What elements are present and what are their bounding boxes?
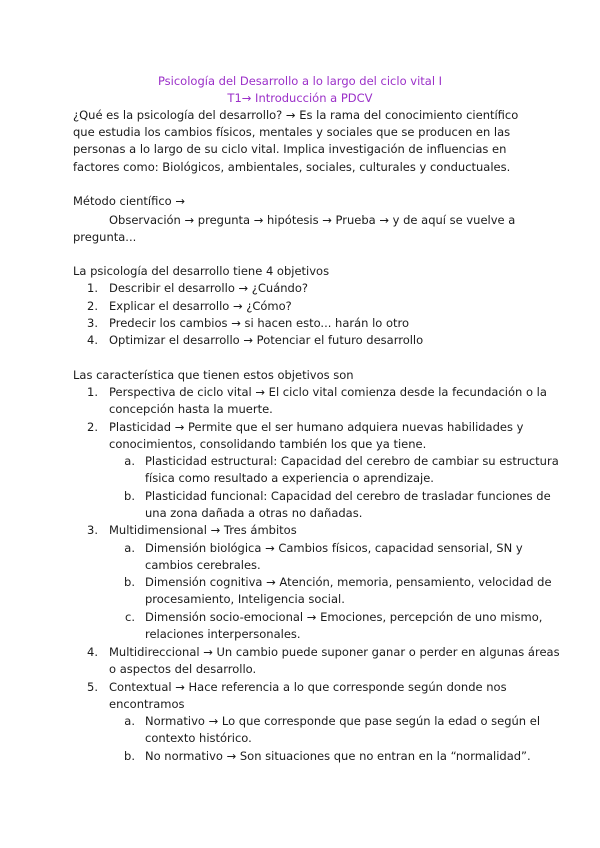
list-item: Perspectiva de ciclo vital → El ciclo vital comienza desde la fecundación o la bbox=[109, 385, 547, 399]
caracteristicas-heading: Las característica que tienen estos objetivos son bbox=[73, 368, 354, 382]
list-item: Multidimensional → Tres ámbitos bbox=[109, 523, 297, 537]
metodo-line-1: Observación → pregunta → hipótesis → Prueba → y de aquí se vuelve a bbox=[109, 213, 516, 227]
sublist-item: No normativo → Son situaciones que no entran en la “normalidad”. bbox=[145, 749, 531, 763]
document-title: Psicología del Desarrollo a lo largo del ciclo vital I bbox=[157, 74, 443, 88]
list-number: 2. bbox=[87, 299, 98, 313]
document-subtitle: T1→ Introducción a PDCV bbox=[227, 91, 373, 105]
intro-paragraph: ¿Qué es la psicología del desarrollo? → Es la rama del conocimiento científico que estudia los cambios físicos, mentales y sociales que se producen en las personas a lo largo de su ciclo vital. Implica investigación de influencias en factores como: Biológicos, ambientales, sociales, culturales y conductuales. bbox=[73, 108, 519, 174]
list-item: Plasticidad → Permite que el ser humano adquiera nuevas habilidades y bbox=[109, 420, 524, 434]
list-item-continuation: concepción hasta la muerte. bbox=[109, 402, 273, 416]
list-item: Optimizar el desarrollo → Potenciar el futuro desarrollo bbox=[109, 333, 424, 347]
sublist-item-continuation: una zona dañada a otras no dañadas. bbox=[145, 506, 363, 520]
sublist-item: Dimensión biológica → Cambios físicos, capacidad sensorial, SN y bbox=[145, 541, 523, 555]
sublist-item-continuation: procesamiento, Inteligencia social. bbox=[145, 592, 345, 606]
list-number: 4. bbox=[87, 333, 98, 347]
sublist-item-continuation: relaciones interpersonales. bbox=[145, 627, 301, 641]
sublist-letter: a. bbox=[124, 541, 135, 555]
sublist-item-continuation: física como resultado a experiencia o aprendizaje. bbox=[145, 471, 434, 485]
list-item: Contextual → Hace referencia a lo que corresponde según donde nos bbox=[109, 680, 507, 694]
sublist-letter: a. bbox=[124, 714, 135, 728]
sublist-item-continuation: contexto histórico. bbox=[145, 731, 252, 745]
sublist-item: Plasticidad estructural: Capacidad del cerebro de cambiar su estructura bbox=[145, 454, 559, 468]
list-number: 3. bbox=[87, 316, 98, 330]
sublist-item: Normativo → Lo que corresponde que pase según la edad o según el bbox=[145, 714, 541, 728]
list-item: Describir el desarrollo → ¿Cuándo? bbox=[109, 281, 308, 295]
sublist-letter: b. bbox=[124, 575, 135, 589]
list-number: 2. bbox=[87, 420, 98, 434]
list-item-continuation: conocimientos, consolidando también los que ya tiene. bbox=[109, 437, 427, 451]
list-item-continuation: encontramos bbox=[109, 697, 185, 711]
list-item-continuation: o aspectos del desarrollo. bbox=[109, 662, 257, 676]
list-number: 5. bbox=[87, 680, 98, 694]
sublist-letter: b. bbox=[124, 749, 135, 763]
sublist-letter: c. bbox=[125, 610, 135, 624]
list-item: Multidireccional → Un cambio puede suponer ganar o perder en algunas áreas bbox=[109, 645, 560, 659]
sublist-item: Dimensión cognitiva → Atención, memoria, pensamiento, velocidad de bbox=[145, 575, 552, 589]
list-number: 3. bbox=[87, 523, 98, 537]
metodo-heading: Método científico → bbox=[73, 194, 186, 208]
objetivos-heading: La psicología del desarrollo tiene 4 objetivos bbox=[73, 264, 330, 278]
sublist-letter: a. bbox=[124, 454, 135, 468]
metodo-line-2: pregunta... bbox=[73, 230, 137, 244]
sublist-letter: b. bbox=[124, 489, 135, 503]
list-number: 1. bbox=[87, 385, 98, 399]
sublist-item: Plasticidad funcional: Capacidad del cerebro de trasladar funciones de bbox=[145, 489, 551, 503]
sublist-item-continuation: cambios cerebrales. bbox=[145, 558, 261, 572]
list-item: Predecir los cambios → si hacen esto... harán lo otro bbox=[109, 316, 410, 330]
sublist-item: Dimensión socio-emocional → Emociones, percepción de uno mismo, bbox=[145, 610, 543, 624]
list-number: 1. bbox=[87, 281, 98, 295]
list-number: 4. bbox=[87, 645, 98, 659]
list-item: Explicar el desarrollo → ¿Cómo? bbox=[109, 299, 292, 313]
